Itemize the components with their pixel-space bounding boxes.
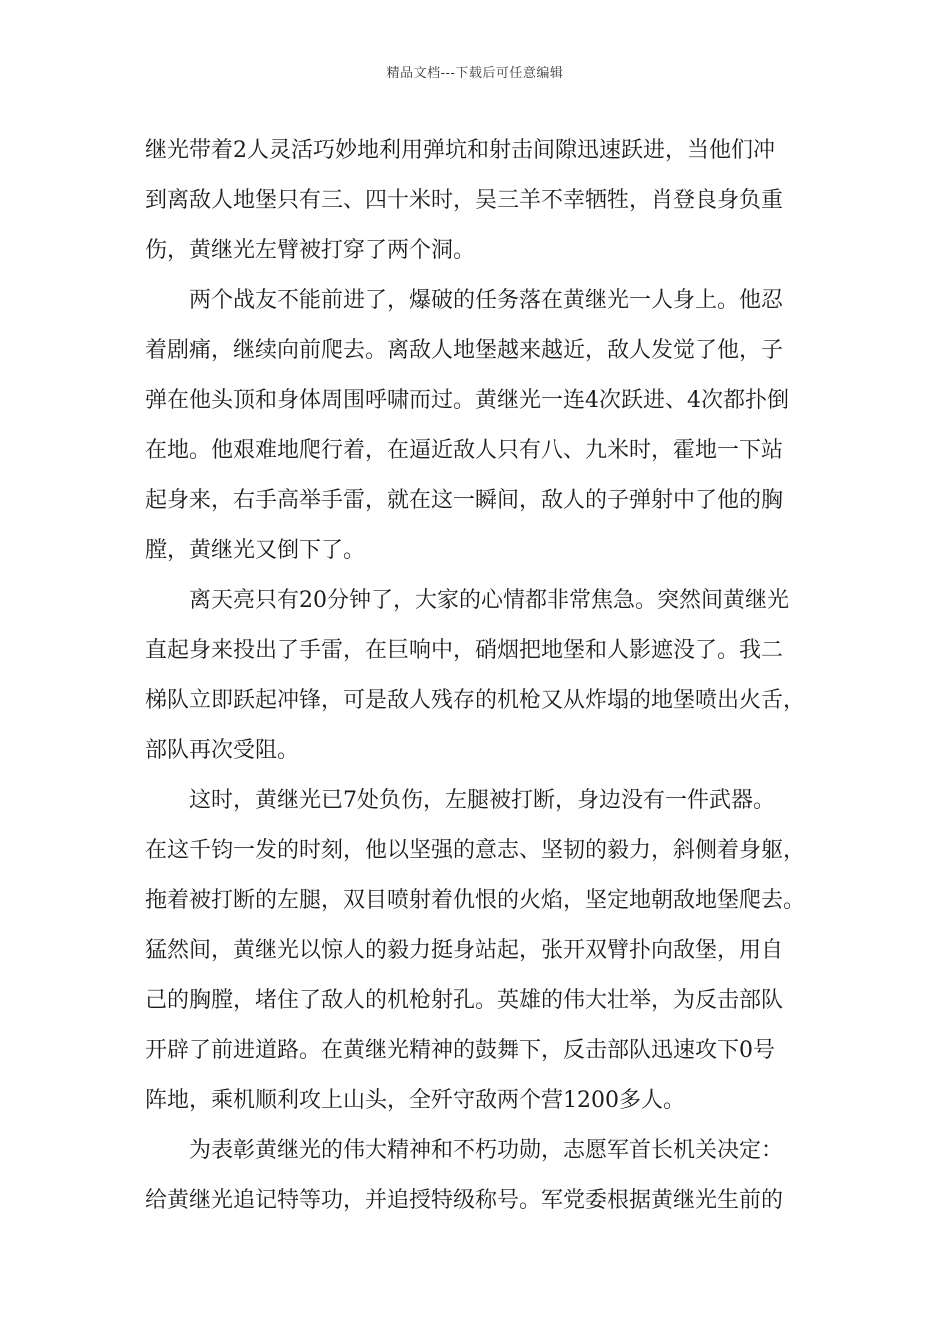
- text-line: 直起身来投出了手雷，在巨响中，硝烟把地堡和人影遮没了。我二: [145, 638, 784, 663]
- page-header: 精品文档---下载后可任意编辑: [386, 66, 564, 81]
- paragraph-first-line: 两个战友不能前进了，爆破的任务落在黄继光一人身上。他忍: [189, 288, 784, 313]
- text-line: 猛然间，黄继光以惊人的毅力挺身站起，张开双臂扑向敌堡，用自: [145, 938, 784, 963]
- document-body: [145, 126, 805, 1226]
- text-line: 伤，黄继光左臂被打穿了两个洞。: [145, 238, 476, 263]
- text-line: 阵地，乘机顺利攻上山头，全歼守敌两个营1200多人。: [145, 1088, 685, 1113]
- text-line: 己的胸膛，堵住了敌人的机枪射孔。英雄的伟大壮举，为反击部队: [145, 988, 784, 1013]
- paragraph-first-line: 这时，黄继光已7处负伤，左腿被打断，身边没有一件武器。: [189, 788, 775, 813]
- text-line: 起身来，右手高举手雷，就在这一瞬间，敌人的子弹射中了他的胸: [145, 488, 784, 513]
- text-line: 到离敌人地堡只有三、四十米时，吴三羊不幸牺牲，肖登良身负重: [145, 188, 784, 213]
- paragraph-first-line: 为表彰黄继光的伟大精神和不朽功勋，志愿军首长机关决定：: [189, 1138, 784, 1163]
- text-line: 部队再次受阻。: [145, 738, 300, 763]
- text-line: 梯队立即跃起冲锋，可是敌人残存的机枪又从炸塌的地堡喷出火舌，: [145, 688, 806, 713]
- text-line: 膛，黄继光又倒下了。: [145, 538, 366, 563]
- text-line: 开辟了前进道路。在黄继光精神的鼓舞下，反击部队迅速攻下0号: [145, 1038, 775, 1063]
- text-line: 弹在他头顶和身体周围呼啸而过。黄继光一连4次跃进、4次都扑倒: [145, 388, 789, 413]
- text-line: 拖着被打断的左腿，双目喷射着仇恨的火焰，坚定地朝敌地堡爬去。: [145, 888, 806, 913]
- text-line: 给黄继光追记特等功，并追授特级称号。军党委根据黄继光生前的: [145, 1188, 784, 1213]
- paragraph-first-line: 离天亮只有20分钟了，大家的心情都非常焦急。突然间黄继光: [189, 588, 789, 613]
- text-line: 在地。他艰难地爬行着，在逼近敌人只有八、九米时，霍地一下站: [145, 438, 784, 463]
- text-line: 在这千钧一发的时刻，他以坚强的意志、坚韧的毅力，斜侧着身躯，: [145, 838, 806, 863]
- text-line: 继光带着2人灵活巧妙地利用弹坑和射击间隙迅速跃进，当他们冲: [145, 138, 775, 163]
- text-line: 着剧痛，继续向前爬去。离敌人地堡越来越近，敌人发觉了他，子: [145, 338, 784, 363]
